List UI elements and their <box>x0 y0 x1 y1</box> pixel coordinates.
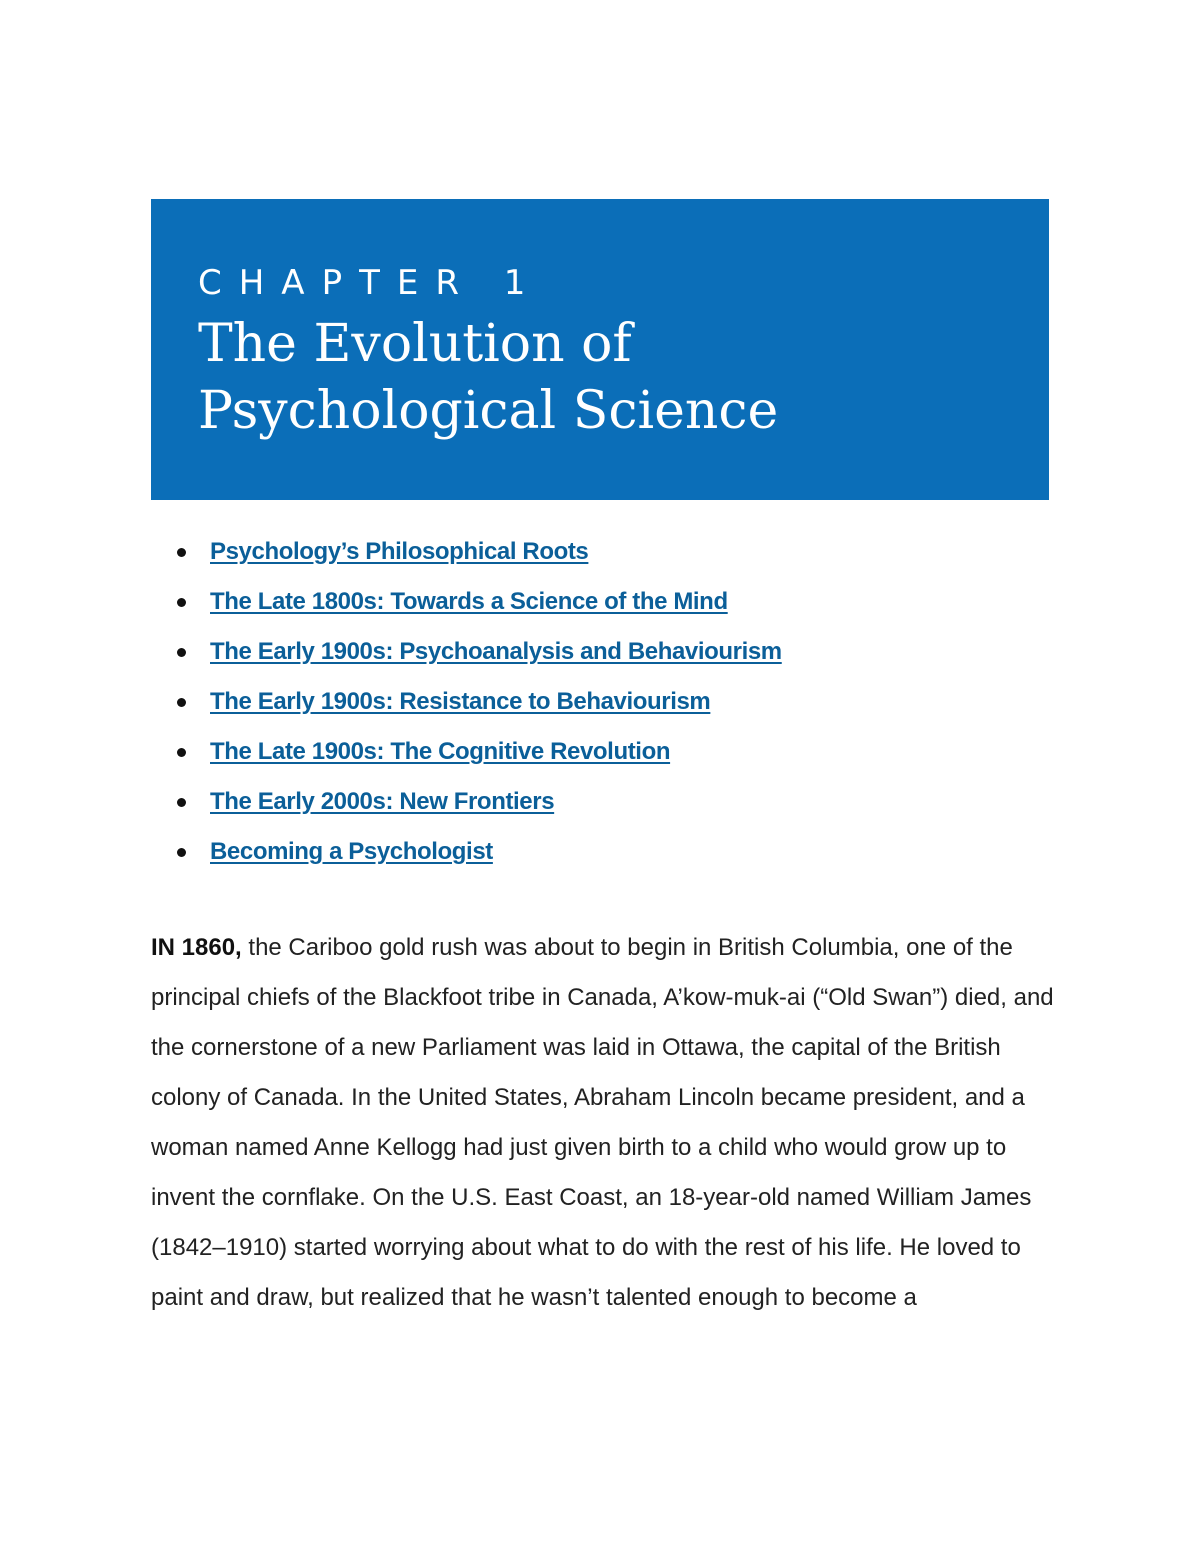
section-link-cognitive-revolution[interactable]: The Late 1900s: The Cognitive Revolution <box>210 738 671 765</box>
bullet-icon <box>177 598 186 607</box>
list-item <box>175 532 782 582</box>
list-item <box>175 732 782 782</box>
section-link-list <box>175 532 782 882</box>
list-item <box>175 682 782 732</box>
bullet-icon <box>177 548 186 557</box>
list-item <box>175 832 782 882</box>
section-link-new-frontiers[interactable]: The Early 2000s: New Frontiers <box>210 788 555 815</box>
section-link-philosophical-roots[interactable]: Psychology’s Philosophical Roots <box>210 538 589 565</box>
list-item <box>175 632 782 682</box>
bullet-icon <box>177 848 186 857</box>
section-link-psychoanalysis-behaviourism[interactable]: The Early 1900s: Psychoanalysis and Behaviourism <box>210 638 782 665</box>
body-text: the Cariboo gold rush was about to begin in British Columbia, one of the principal chiefs of the Blackfoot tribe in Canada, A’kow-muk-ai (“Old Swan”) died, and the cornerstone of a new Parliament was laid in Ottawa, the capital of the British colony of Canada. In the United States, Abraham Lincoln became president, and a woman named Anne Kellogg had just given birth to a child who would grow up to invent the cornflake. On the U.S. East Coast, an 18-year-old named William James (1842–1910) started worrying about what to do with the rest of his life. He loved to paint and draw, but realized that he wasn’t talented enough to become a <box>151 934 1054 1311</box>
list-item <box>175 782 782 832</box>
section-link-resistance-behaviourism[interactable]: The Early 1900s: Resistance to Behaviourism <box>210 688 711 715</box>
chapter-title-line-1: The Evolution of <box>198 314 632 374</box>
bullet-icon <box>177 648 186 657</box>
chapter-banner <box>151 199 1049 500</box>
section-link-late-1800s[interactable]: The Late 1800s: Towards a Science of the Mind <box>210 588 728 615</box>
lead-in: IN 1860, <box>151 934 242 961</box>
body-paragraph <box>151 923 1056 1323</box>
bullet-icon <box>177 698 186 707</box>
section-link-becoming-psychologist[interactable]: Becoming a Psychologist <box>210 838 493 865</box>
chapter-label: CHAPTER 1 <box>198 263 543 303</box>
bullet-icon <box>177 798 186 807</box>
bullet-icon <box>177 748 186 757</box>
chapter-title-line-2: Psychological Science <box>198 381 779 441</box>
chapter-title <box>198 311 1018 445</box>
list-item <box>175 582 782 632</box>
